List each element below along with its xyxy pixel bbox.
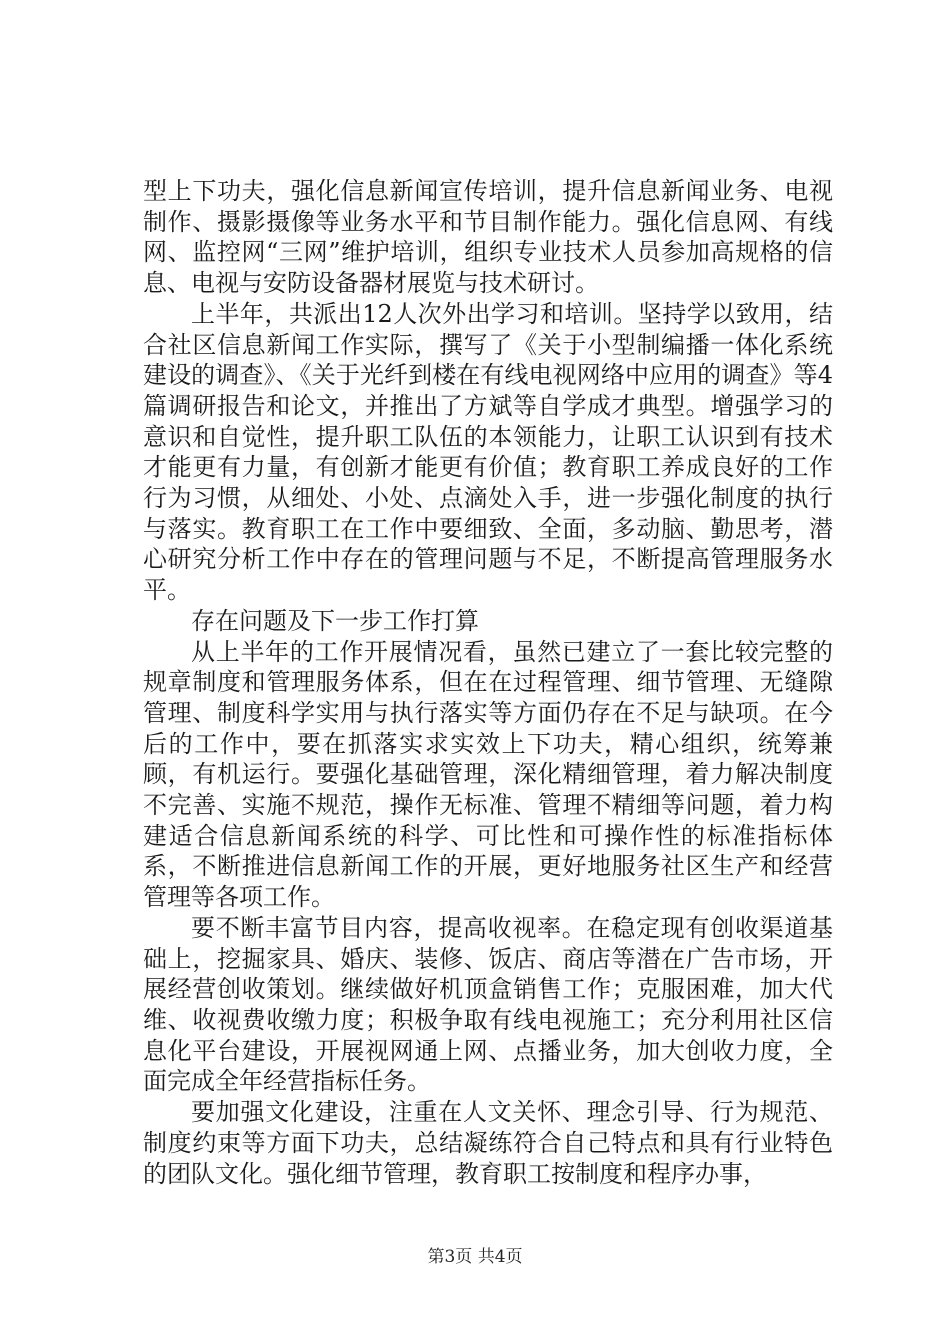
paragraph-culture: 要加强文化建设，注重在人文关怀、理念引导、行为规范、制度约束等方面下功夫，总结凝练符合自己特点和具有行业特色的团队文化。强化细节管理，教育职工按制度和程序办事，: [143, 1098, 833, 1188]
document-body: [143, 176, 833, 1189]
paragraph-problems: 从上半年的工作开展情况看，虽然已建立了一套比较完整的规章制度和管理服务体系，但在在过程管理、细节管理、无缝隙管理、制度科学实用与执行落实等方面仍存在不足与缺项。在今后的工作中，要在抓落实求实效上下功夫，精心组织，统筹兼顾，有机运行。要强化基础管理，深化精细管理，着力解决制度不完善、实施不规范，操作无标准、管理不精细等问题，着力构建适合信息新闻系统的科学、可比性和可操作性的标准指标体系，不断推进信息新闻工作的开展，更好地服务社区生产和经营管理等各项工作。: [143, 637, 833, 912]
paragraph-programs: 要不断丰富节目内容，提高收视率。在稳定现有创收渠道基础上，挖掘家具、婚庆、装修、饭店、商店等潜在广告市场，开展经营创收策划。继续做好机顶盒销售工作；克服困难，加大代维、收视费收缴力度；积极争取有线电视施工；充分利用社区信息化平台建设，开展视网通上网、点播业务，加大创收力度，全面完成全年经营指标任务。: [143, 913, 833, 1096]
section-heading-problems: 存在问题及下一步工作打算: [191, 606, 479, 635]
paragraph-training: 上半年，共派出12人次外出学习和培训。坚持学以致用，结合社区信息新闻工作实际，撰写了《关于小型制编播一体化系统建设的调查》、《关于光纤到楼在有线电视网络中应用的调查》等4篇调研报告和论文，并推出了方斌等自学成才典型。增强学习的意识和自觉性，提升职工队伍的本领能力，让职工认识到有技术才能更有力量，有创新才能更有价值；教育职工养成良好的工作行为习惯，从细处、小处、点滴处入手，进一步强化制度的执行与落实。教育职工在工作中要细致、全面，多动脑、勤思考，潜心研究分析工作中存在的管理问题与不足，不断提高管理服务水平。: [143, 299, 833, 605]
paragraph-continuation: 型上下功夫，强化信息新闻宣传培训，提升信息新闻业务、电视制作、摄影摄像等业务水平和节目制作能力。强化信息网、有线网、监控网“三网”维护培训，组织专业技术人员参加高规格的信息、电视与安防设备器材展览与技术研讨。: [143, 177, 833, 298]
page-footer: 第3页 共4页: [427, 1247, 523, 1267]
